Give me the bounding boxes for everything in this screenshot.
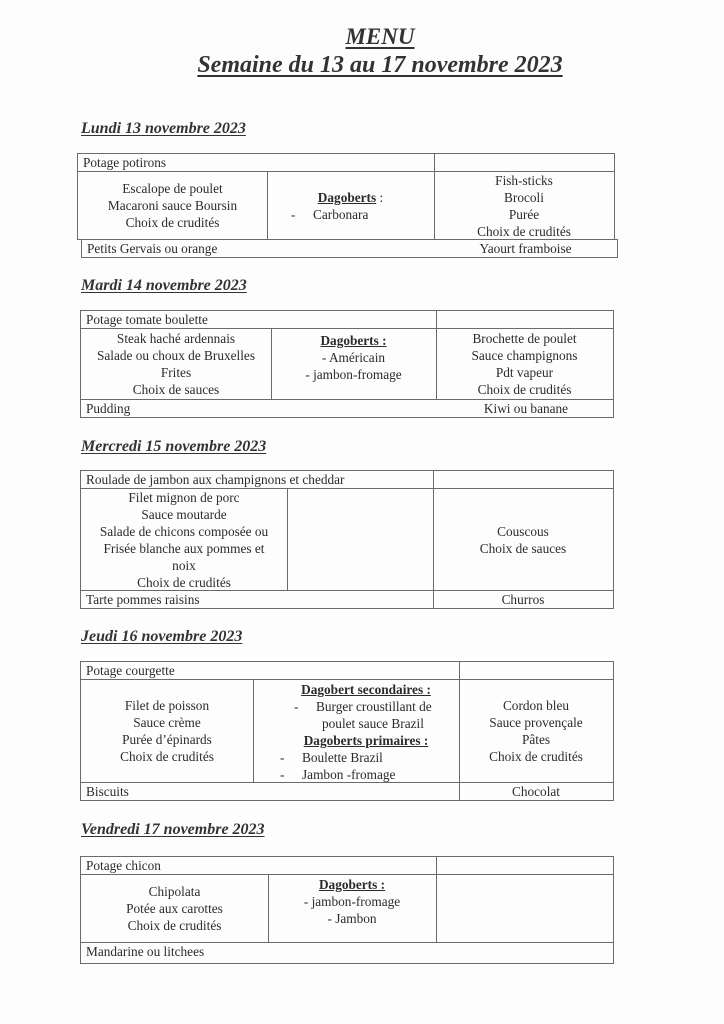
dagoberts-cell — [287, 488, 434, 591]
soup-text: Potage potirons — [83, 155, 167, 170]
dish-line: Sauce provençale — [489, 715, 583, 730]
dessert-row — [81, 239, 618, 258]
main-dish-1 — [80, 874, 269, 943]
dessert-2-cell — [459, 782, 614, 801]
dish-line: Frisée blanche aux pommes et — [103, 540, 265, 556]
soup-text: Potage tomate boulette — [86, 312, 208, 327]
dessert-row — [80, 942, 614, 964]
dish-line: Cordon bleu — [502, 698, 570, 713]
dish-line: Purée — [508, 206, 540, 222]
dish-line: Filet de poisson — [124, 698, 210, 713]
day-heading-tuesday: Mardi 14 novembre 2023 — [81, 277, 247, 294]
empty-cell — [436, 310, 614, 329]
dish-line: Pdt vapeur — [495, 365, 554, 380]
dagoberts-cell — [268, 874, 437, 943]
main-dish-1 — [80, 328, 272, 400]
dessert-1-cell — [80, 782, 460, 801]
dish-line: Choix de sauces — [479, 540, 567, 556]
dish-line: Choix de crudités — [125, 215, 220, 230]
dagobert-item: - Américain — [321, 350, 386, 365]
dish-line: Choix de crudités — [137, 574, 231, 590]
dish-line: Pâtes — [521, 732, 551, 747]
dagoberts-primary-label: Dagoberts primaires : — [303, 733, 429, 748]
dagoberts-cell — [271, 328, 437, 400]
menu-title: MENU — [345, 24, 415, 49]
starter-text: Roulade de jambon aux champignons et cheddar — [86, 472, 345, 487]
dessert-2-cell — [433, 590, 614, 609]
colon: : — [376, 189, 384, 205]
dish-line: Salade de chicons composée ou — [99, 523, 269, 539]
day-heading-wednesday: Mercredi 15 novembre 2023 — [81, 438, 267, 455]
dagobert-item-text: Burger croustillant de — [316, 699, 432, 714]
dish-line: Fish-sticks — [495, 172, 553, 188]
day-heading-thursday: Jeudi 16 novembre 2023 — [81, 628, 243, 645]
dagobert-item-text: Boulette Brazil — [302, 750, 383, 765]
dessert-2: Yaourt framboise — [479, 241, 572, 256]
day-heading-monday: Lundi 13 novembre 2023 — [81, 120, 246, 137]
dish-line: Choix de crudités — [127, 918, 222, 933]
dish-line: Choix de crudités — [477, 223, 571, 239]
dish-line: Choix de sauces — [132, 382, 220, 397]
dessert-2: Kiwi ou banane — [483, 401, 569, 416]
dish-line: Chipolata — [148, 884, 201, 899]
main-dish-1 — [80, 679, 254, 783]
dish-line: Choix de crudités — [489, 749, 583, 764]
dagobert-item-text: Jambon -fromage — [302, 767, 396, 782]
dagobert-item-cont: poulet sauce Brazil — [322, 716, 424, 731]
dagobert-item: - Boulette Brazil — [280, 750, 383, 765]
soup-cell — [80, 856, 437, 875]
dagoberts-label: Dagoberts : — [318, 877, 386, 892]
dish-line: Salade ou choux de Bruxelles — [96, 348, 256, 363]
dish-line: Couscous — [497, 523, 549, 539]
empty-cell — [436, 856, 614, 875]
dessert-2: Chocolat — [511, 784, 560, 799]
soup-cell — [77, 153, 435, 172]
main-dish-3 — [433, 488, 614, 591]
dessert-1: Pudding — [86, 401, 131, 416]
dagoberts-cell — [267, 171, 435, 240]
main-dish-3 — [459, 679, 614, 783]
dish-line: Sauce crème — [133, 715, 201, 730]
dagoberts-label: Dagoberts — [317, 189, 377, 205]
empty-cell — [433, 470, 614, 489]
main-dish-3 — [436, 874, 614, 943]
dish-line: Escalope de poulet — [122, 181, 223, 196]
dagobert-item: - Jambon -fromage — [280, 767, 396, 782]
dessert-1: Petits Gervais ou orange — [87, 241, 218, 256]
dish-line: Filet mignon de porc — [128, 489, 240, 505]
dagobert-item: - Carbonara — [291, 206, 369, 222]
dessert-1-cell — [80, 590, 434, 609]
dish-line: Choix de crudités — [477, 382, 572, 397]
main-dish-3 — [436, 328, 614, 400]
soup-text: Potage chicon — [86, 858, 161, 873]
dish-line: Sauce moutarde — [141, 506, 227, 522]
dish-line: Steak haché ardennais — [116, 331, 236, 346]
dish-line: Frites — [160, 365, 192, 380]
dagoberts-cell — [253, 679, 460, 783]
week-subtitle: Semaine du 13 au 17 novembre 2023 — [197, 52, 563, 78]
empty-cell — [459, 661, 614, 680]
dagoberts-label: Dagoberts : — [320, 333, 387, 348]
dish-line: Brochette de poulet — [472, 331, 577, 346]
dagoberts-heading — [267, 189, 434, 206]
dish-line: Purée d’épinards — [122, 732, 212, 747]
dessert-1: Tarte pommes raisins — [86, 592, 200, 607]
dessert-row — [80, 399, 614, 418]
dish-line: Sauce champignons — [471, 348, 578, 363]
main-dish-3 — [434, 171, 615, 240]
dagobert-item: - Burger croustillant de — [294, 699, 432, 714]
dagobert-item: - jambon-fromage — [303, 894, 401, 909]
dish-line: Brocoli — [504, 189, 544, 205]
day-heading-friday: Vendredi 17 novembre 2023 — [81, 821, 265, 838]
dish-line: Choix de crudités — [120, 749, 214, 764]
dish-line: Potée aux carottes — [126, 901, 223, 916]
main-dish-1 — [80, 488, 288, 591]
dish-line: Macaroni sauce Boursin — [107, 198, 238, 213]
empty-cell — [434, 153, 615, 172]
dagoberts-secondary-label: Dagobert secondaires : — [301, 682, 431, 697]
soup-cell — [80, 310, 437, 329]
dessert-2: Churros — [501, 592, 545, 607]
soup-text: Potage courgette — [86, 663, 175, 678]
soup-cell — [80, 470, 434, 489]
dagobert-item: - Jambon — [327, 911, 377, 926]
dagobert-item-text: Carbonara — [313, 206, 369, 222]
dagobert-item: - jambon-fromage — [305, 367, 402, 382]
main-dish-1 — [77, 171, 268, 240]
dessert-1: Mandarine ou litchees — [86, 944, 205, 959]
soup-cell — [80, 661, 460, 680]
dessert-1: Biscuits — [86, 784, 129, 799]
dish-line: noix — [172, 557, 196, 573]
